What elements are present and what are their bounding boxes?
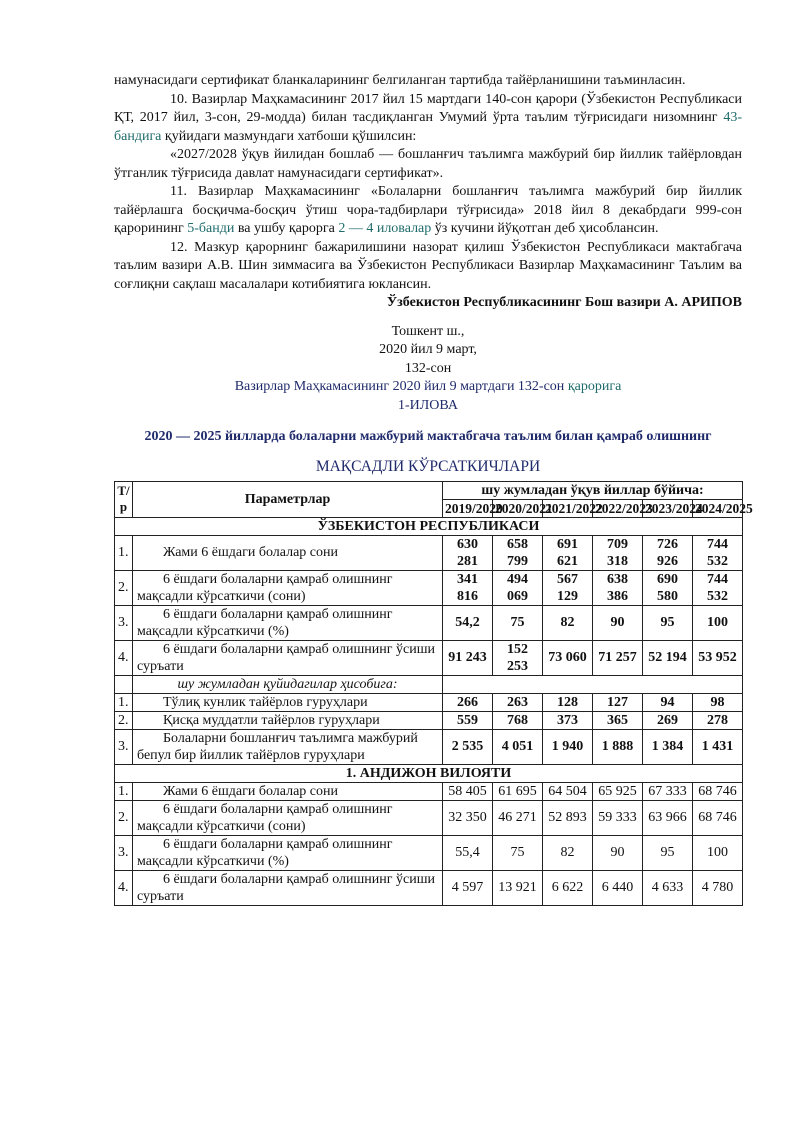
row-value: 63 966: [643, 800, 693, 835]
row-value: 68 746: [693, 782, 743, 800]
sub-header: шу жумладан қуйидагилар ҳисобига:: [133, 675, 443, 693]
row-value: 64 504: [543, 782, 593, 800]
paragraph-10-quote: «2027/2028 ўқув йилидан бошлаб — бошланғич таълимга мажбурий бир йиллик тайёрловдан ўтганлик тўғрисида давлат намунасидаги сертификат».: [114, 147, 742, 181]
row-number: 1.: [115, 535, 133, 570]
row-value: 82: [543, 835, 593, 870]
row-value: 75: [493, 835, 543, 870]
table-row: [115, 605, 743, 640]
date: 2020 йил 9 март,: [379, 342, 477, 357]
document-subtitle: МАҚСАДЛИ КЎРСАТКИЧЛАРИ: [315, 458, 541, 475]
row-value: 559: [443, 711, 493, 729]
table-row: [115, 782, 743, 800]
row-value: 127: [593, 693, 643, 711]
row-label: 6 ёшдаги болаларни қамраб олишнинг ўсиши суръати: [133, 640, 443, 675]
table-row: [115, 693, 743, 711]
table-row: [115, 535, 743, 570]
row-number: 2.: [115, 711, 133, 729]
row-value: 6 622: [543, 870, 593, 905]
row-number: 2.: [115, 800, 133, 835]
row-value: 73 060: [543, 640, 593, 675]
row-value: 494 069: [493, 570, 543, 605]
row-number: 1.: [115, 782, 133, 800]
row-value: 91 243: [443, 640, 493, 675]
row-value: 61 695: [493, 782, 543, 800]
paragraph-11-text-b: ва ушбу қарорга: [234, 221, 339, 236]
row-number: 1.: [115, 693, 133, 711]
row-label: Жами 6 ёшдаги болалар сони: [133, 535, 443, 570]
row-value: 90: [593, 605, 643, 640]
link-43-band[interactable]: 43-бандига: [114, 110, 742, 144]
link-annexes-2-4[interactable]: 2 — 4 иловалар: [338, 221, 432, 236]
row-value: 32 350: [443, 800, 493, 835]
row-value: 269: [643, 711, 693, 729]
row-value: 690 580: [643, 570, 693, 605]
row-value: 726 926: [643, 535, 693, 570]
row-value: 67 333: [643, 782, 693, 800]
paragraph-10-text-a: 10. Вазирлар Маҳкамасининг 2017 йил 15 мартдаги 140-сон қарори (Ўзбекистон Республикаси ҚТ, 2017 йил, 3-сон, 29-модда) билан тасдиқланган Умумий ўрта таълим тўғрисидаги низомнинг: [114, 91, 742, 125]
row-value: 4 633: [643, 870, 693, 905]
row-value: 90: [593, 835, 643, 870]
annex-label: 1-ИЛОВА: [398, 397, 458, 413]
row-value: 59 333: [593, 800, 643, 835]
row-label: Қисқа муддатли тайёрлов гуруҳлари: [133, 711, 443, 729]
header-number: Т/р: [115, 481, 133, 517]
link-5-band[interactable]: 5-банди: [187, 221, 235, 236]
row-value: 768: [493, 711, 543, 729]
row-value: 4 780: [693, 870, 743, 905]
row-label: Болаларни бошланғич таълимга мажбурий бепул бир йиллик тайёрлов гуруҳлари: [133, 729, 443, 764]
table-row: [115, 800, 743, 835]
row-value: 1 384: [643, 729, 693, 764]
link-decree[interactable]: қарорига: [567, 379, 622, 394]
header-year: 2021/2022: [543, 499, 593, 517]
section-uzbekistan: ЎЗБЕКИСТОН РЕСПУБЛИКАСИ: [115, 517, 743, 535]
row-value: 100: [693, 605, 743, 640]
row-value: 744 532: [693, 570, 743, 605]
paragraph-10: [114, 91, 742, 147]
targets-table: [114, 481, 753, 906]
row-value: 658 799: [493, 535, 543, 570]
row-number: 3.: [115, 729, 133, 764]
row-value: 75: [493, 605, 543, 640]
row-value: 52 893: [543, 800, 593, 835]
row-value: 52 194: [643, 640, 693, 675]
row-value: 341 816: [443, 570, 493, 605]
row-value: 94: [643, 693, 693, 711]
row-value: 263: [493, 693, 543, 711]
row-value: 4 597: [443, 870, 493, 905]
section-andijan: 1. АНДИЖОН ВИЛОЯТИ: [115, 764, 743, 782]
row-value: 65 925: [593, 782, 643, 800]
row-value: 55,4: [443, 835, 493, 870]
row-value: 100: [693, 835, 743, 870]
paragraph-12: 12. Мазкур қарорнинг бажарилишини назорат қилиш Ўзбекистон Республикаси мактабгача таълим вазири А.В. Шин зиммасига ва Ўзбекистон Республикаси Вазирлар Маҳкамасининг Таълим ва соғлиқни сақлаш масалалари котибиятига юклансин.: [114, 239, 742, 292]
row-value: 709 318: [593, 535, 643, 570]
row-value: 54,2: [443, 605, 493, 640]
row-value: 4 051: [493, 729, 543, 764]
row-value: 152 253: [493, 640, 543, 675]
header-years-group: шу жумладан ўқув йиллар бўйича:: [443, 481, 743, 499]
paragraph-10-text-b: қуйидаги мазмундаги хатбоши қўшилсин:: [161, 128, 417, 144]
row-value: 1 940: [543, 729, 593, 764]
row-value: 68 746: [693, 800, 743, 835]
section-uzbekistan-rows: [115, 535, 743, 675]
row-label: 6 ёшдаги болаларни қамраб олишнинг ўсиши суръати: [133, 870, 443, 905]
table-row: [115, 570, 743, 605]
row-value: 46 271: [493, 800, 543, 835]
row-label: 6 ёшдаги болаларни қамраб олишнинг мақсадли кўрсаткичи (сони): [133, 800, 443, 835]
paragraph-11: [114, 183, 742, 239]
table-row: [115, 711, 743, 729]
paragraph-11-text-c: ўз кучини йўқотган деб ҳисоблансин.: [431, 221, 659, 236]
row-value: 373: [543, 711, 593, 729]
row-value: 128: [543, 693, 593, 711]
paragraph-continuation: намунасидаги сертификат бланкаларининг белгиланган тартибда тайёрланишини таъминласин.: [114, 73, 686, 88]
row-number: 2.: [115, 570, 133, 605]
row-value: 691 621: [543, 535, 593, 570]
row-number: 4.: [115, 870, 133, 905]
document-title: 2020 — 2025 йилларда болаларни мажбурий мактабгача таълим билан қамраб олишнинг: [144, 429, 712, 444]
table-row: [115, 870, 743, 905]
header-year: 2023/2024: [643, 499, 693, 517]
row-value: 630 281: [443, 535, 493, 570]
row-label: 6 ёшдаги болаларни қамраб олишнинг мақсадли кўрсаткичи (%): [133, 605, 443, 640]
place: Тошкент ш.,: [391, 323, 465, 339]
row-value: 266: [443, 693, 493, 711]
annex-reference: [114, 378, 742, 397]
header-year: 2020/2021: [493, 499, 543, 517]
row-value: 53 952: [693, 640, 743, 675]
decree-number: 132-сон: [404, 360, 452, 376]
row-label: Жами 6 ёшдаги болалар сони: [133, 782, 443, 800]
row-label: Тўлиқ кунлик тайёрлов гуруҳлари: [133, 693, 443, 711]
header-year: 2019/2020: [443, 499, 493, 517]
table-row: [115, 640, 743, 675]
row-value: 2 535: [443, 729, 493, 764]
row-number: 3.: [115, 605, 133, 640]
row-value: 6 440: [593, 870, 643, 905]
row-number: 4.: [115, 640, 133, 675]
row-value: 638 386: [593, 570, 643, 605]
document-page: [114, 72, 753, 906]
annex-reference-text: Вазирлар Маҳкамасининг 2020 йил 9 мартдаги 132-сон: [234, 379, 568, 394]
table-row: [115, 835, 743, 870]
row-value: 71 257: [593, 640, 643, 675]
row-value: 58 405: [443, 782, 493, 800]
row-value: 95: [643, 835, 693, 870]
row-label: 6 ёшдаги болаларни қамраб олишнинг мақсадли кўрсаткичи (сони): [133, 570, 443, 605]
row-value: 365: [593, 711, 643, 729]
row-value: 82: [543, 605, 593, 640]
row-value: 278: [693, 711, 743, 729]
header-parameters: Параметрлар: [133, 481, 443, 517]
row-value: 13 921: [493, 870, 543, 905]
row-value: 98: [693, 693, 743, 711]
row-value: 1 431: [693, 729, 743, 764]
row-value: 95: [643, 605, 693, 640]
sub-rows: [115, 693, 743, 764]
signature: Ўзбекистон Республикасининг Бош вазири А. АРИПОВ: [386, 295, 742, 310]
row-value: 744 532: [693, 535, 743, 570]
section-andijan-rows: [115, 782, 743, 905]
paragraph-11-text-a: 11. Вазирлар Маҳкамасининг «Болаларни бошланғич таълимга мажбурий бир йиллик тайёрлашга босқичма-босқич ўтиш чора-тадбирлари тўғрисида» 2018 йил 8 декабрдаги 999-сон қарорининг: [114, 184, 742, 236]
row-value: 1 888: [593, 729, 643, 764]
header-year: 2024/2025: [693, 499, 743, 517]
row-value: 567 129: [543, 570, 593, 605]
row-number: 3.: [115, 835, 133, 870]
table-row: [115, 729, 743, 764]
header-year: 2022/2023: [593, 499, 643, 517]
row-label: 6 ёшдаги болаларни қамраб олишнинг мақсадли кўрсаткичи (%): [133, 835, 443, 870]
